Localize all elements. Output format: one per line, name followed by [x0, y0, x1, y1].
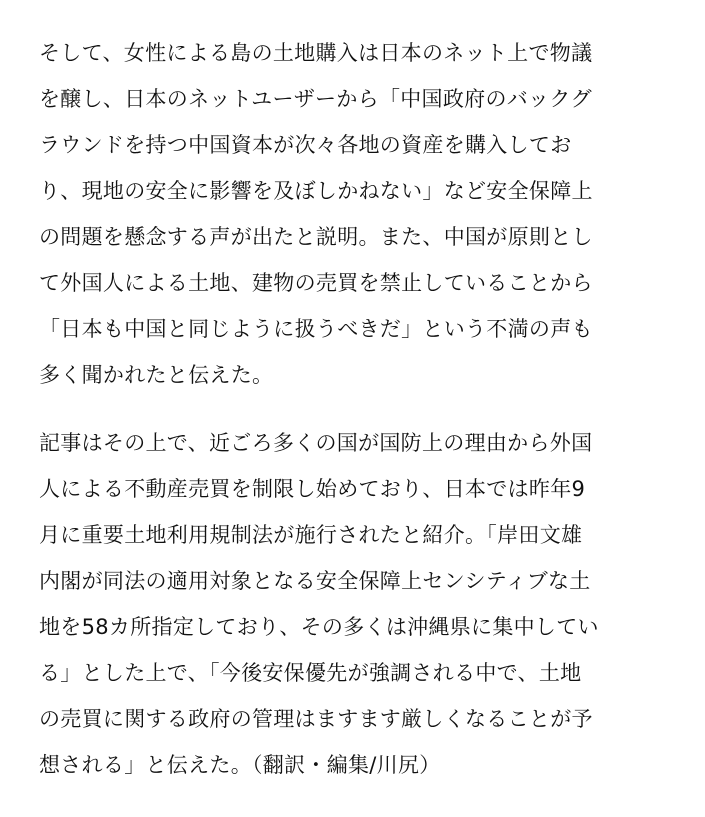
paragraph-1-line-1: そして、女性による島の土地購入は日本のネット上で物議 — [39, 41, 593, 65]
paragraph-2-line-2: 人による不動産売買を制限し始めており、日本では昨年9 — [39, 477, 586, 501]
paragraph-1-line-8: 多く聞かれたと伝えた。 — [39, 363, 274, 387]
paragraph-1-line-4: り、現地の安全に影響を及ぼしかねない」など安全保障上 — [39, 179, 593, 203]
article-body — [39, 30, 679, 788]
paragraph-2-line-4: 内閣が同法の適用対象となる安全保障上センシティブな土 — [39, 569, 591, 593]
paragraph-2-line-6: る」とした上で、「今後安保優先が強調される中で、土地 — [39, 661, 582, 685]
paragraph-2-line-3: 月に重要土地利用規制法が施行されたと紹介。「岸田文雄 — [39, 523, 583, 547]
paragraph-2-line-1: 記事はその上で、近ごろ多くの国が国防上の理由から外国 — [39, 431, 593, 455]
paragraph-1-line-7: 「日本も中国と同じように扱うべきだ」という不満の声も — [39, 317, 593, 341]
paragraph-1-line-6: て外国人による土地、建物の売買を禁止していることから — [39, 271, 593, 295]
paragraph-2-line-8: 想される」と伝えた。（翻訳・編集/川尻） — [39, 753, 441, 777]
article-paragraph-1 — [39, 30, 679, 398]
paragraph-1-line-2: を醸し、日本のネットユーザーから「中国政府のバックグ — [39, 87, 592, 111]
paragraph-1-line-5: の問題を懸念する声が出たと説明。また、中国が原則とし — [39, 225, 593, 249]
paragraph-1-line-3: ラウンドを持つ中国資本が次々各地の資産を購入してお — [39, 133, 572, 157]
paragraph-2-line-5: 地を58カ所指定しており、その多くは沖縄県に集中してい — [39, 615, 599, 639]
article-paragraph-2 — [39, 420, 679, 788]
paragraph-2-line-7: の売買に関する政府の管理はますます厳しくなることが予 — [39, 707, 593, 731]
